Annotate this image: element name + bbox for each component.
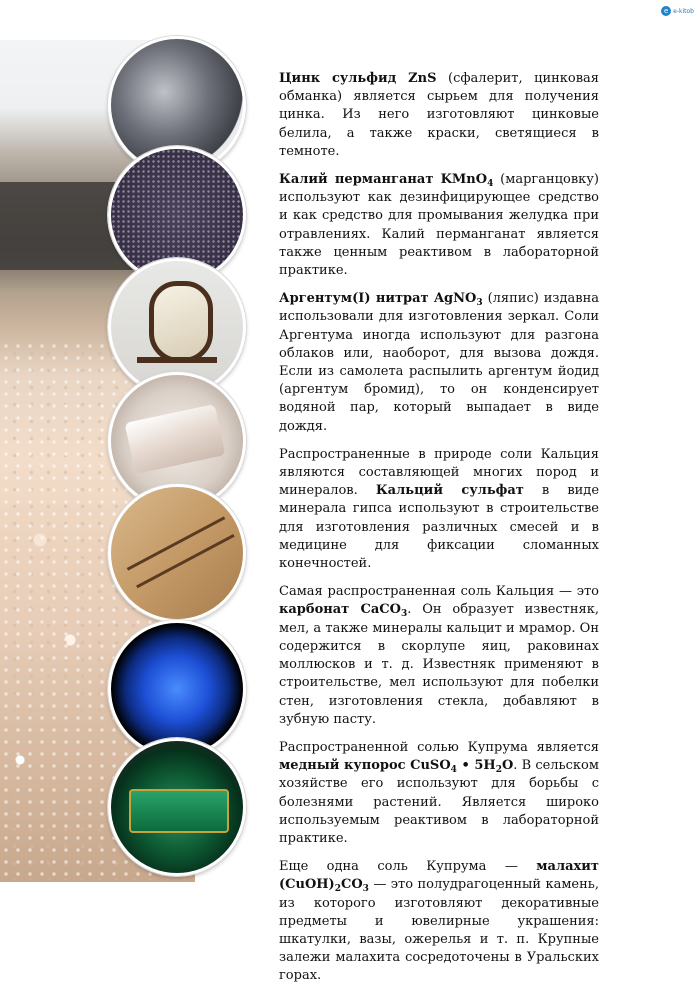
publisher-logo <box>661 6 694 16</box>
bold-term: 4 <box>487 179 494 190</box>
text-run: (сфалерит, цинковая обманка) является сырьем для получения цинка. Из него изготовляют цинковые белила, а также краски, светящиеся в темноте. <box>279 71 599 159</box>
paragraph-malachite <box>279 858 599 985</box>
paragraph-agno3 <box>279 290 599 436</box>
bold-term: 4 <box>450 765 457 776</box>
text-run: Самая распространенная соль Кальция — это <box>279 584 599 600</box>
malachite-box-photo <box>108 738 246 876</box>
logo-text: e-kitob <box>673 7 694 15</box>
text-run: — это полудрагоценный камень, из которого изготовляют декоративные предметы и ювелирные украшения: шкатулки, вазы, ожерелья и т. п. Крупные залежи малахита сосредоточены в Уральских горах. <box>279 877 599 984</box>
paragraph-kmno4 <box>279 171 599 280</box>
bold-term: 3 <box>400 609 408 620</box>
bold-term: медный купорос CuSO <box>279 758 451 774</box>
text-run: . В сельском хозяйстве его используют для борьбы с болезнями растений. Является широко используемым реактивом в лабораторной практике. <box>279 758 599 846</box>
text-run: Еще одна соль Купрума — <box>279 859 537 875</box>
text-run: (марганцовку) используют как дезинфицирующее средство и как средство для промывания желудка при отравлениях. Калий перманганат является также ценным реактивом в лабораторной практике. <box>279 172 599 279</box>
bold-term: малахит (CuOH) <box>279 859 599 893</box>
bold-term: Цинк сульфид ZnS <box>279 71 437 86</box>
bold-term: 3 <box>362 884 369 895</box>
bold-term: 2 <box>334 884 341 895</box>
paragraph-zns <box>279 70 599 161</box>
text-run: . Он образует известняк, мел, а также минералы кальцит и мрамор. Он содержится в скорлупе яиц, раковинах моллюсков и т. д. Известняк применяют в строительстве, мел используют для побелки стен, изготовления стекла, добавляют в зубную пасту. <box>279 602 599 727</box>
text-run: Распространенной солью Купрума является <box>279 739 599 755</box>
bold-term: • 5H <box>456 758 496 774</box>
bold-term: Аргентум(I) нитрат AgNO <box>279 291 477 307</box>
bold-term: Калий перманганат KMnO <box>279 172 488 188</box>
logo-icon: e <box>661 6 671 16</box>
paragraph-caco3 <box>279 583 599 729</box>
bold-term: O <box>501 758 514 774</box>
bold-term: карбонат CaCO <box>279 602 401 618</box>
limestone-photo <box>108 484 246 622</box>
bold-term: 3 <box>476 298 483 309</box>
article-text <box>279 70 599 996</box>
text-run: в виде минерала гипса используют в строительстве для изготовления различных смесей и в медицине для фиксации сломанных конечностей. <box>279 483 600 572</box>
text-run: (ляпис) издавна использовали для изготовления зеркал. Соли Аргентума иногда используют для разгона облаков или, наоборот, для вызова дождя. Если из самолета распылить аргентум йодид (аргентум бромид), то он конденсирует водяной пар, который выпадает в виде дождя. <box>279 291 599 434</box>
paragraph-cuso4 <box>279 739 599 848</box>
text-run: Распространенные в природе соли Кальция являются составляющей многих пород и минералов. <box>279 446 599 499</box>
bold-term: 2 <box>495 765 502 776</box>
bold-term: Кальций сульфат <box>375 483 524 499</box>
paragraph-caso4 <box>279 446 599 573</box>
bold-term: CO <box>340 877 363 893</box>
